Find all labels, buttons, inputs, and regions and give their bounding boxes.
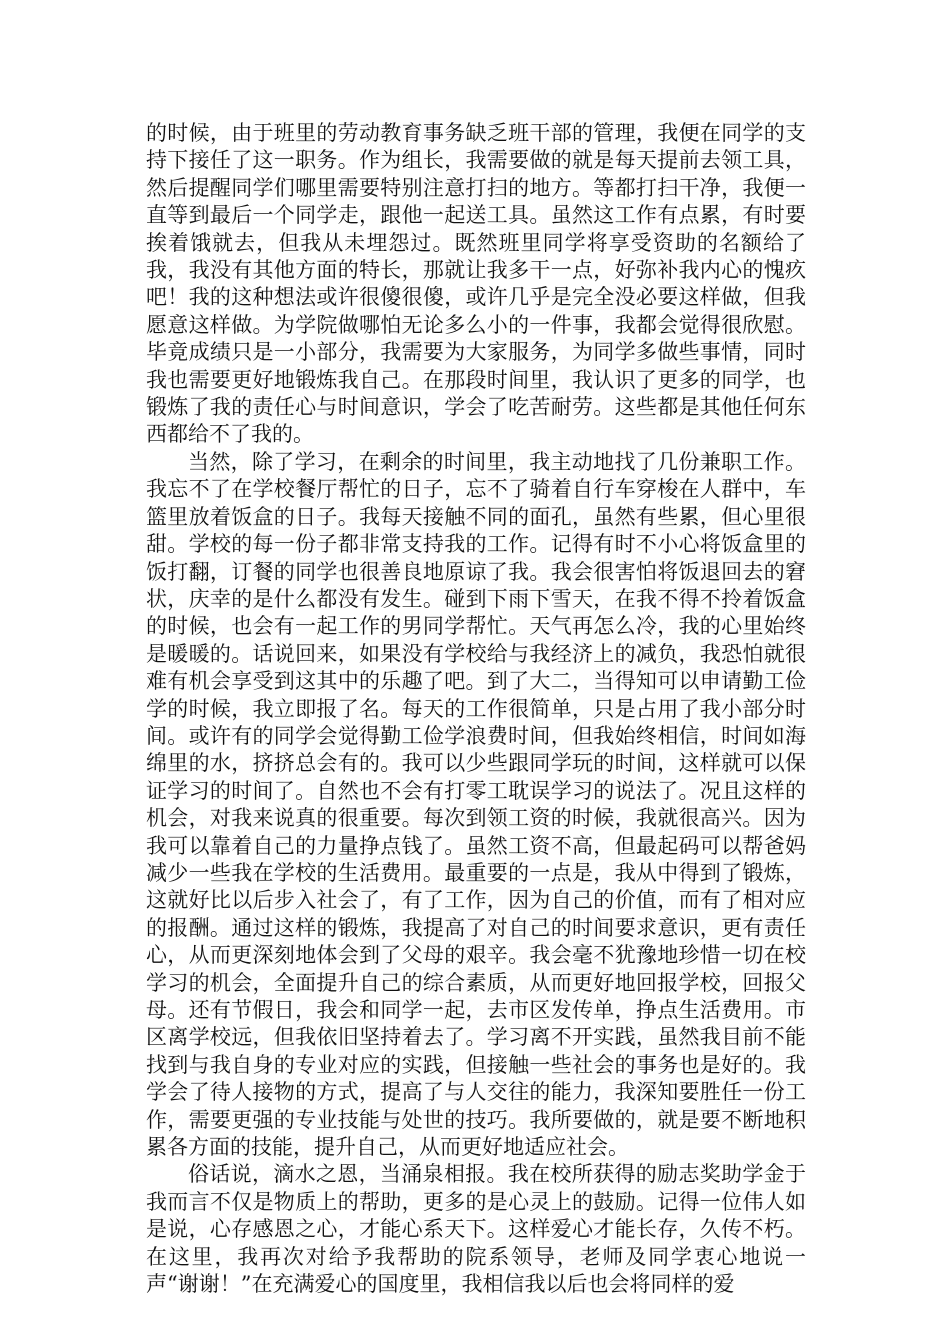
document-page [146, 120, 806, 1298]
paragraph-3: 俗话说，滴水之恩，当涌泉相报。我在校所获得的励志奖助学金于我而言不仅是物质上的帮助，更多的是心灵上的鼓励。记得一位伟人如是说，心存感恩之心，才能心系天下。这样爱心才能长存，久传不朽。在这里，我再次对给予我帮助的院系领导，老师及同学衷心地说一声“谢谢！”在充满爱心的国度里，我相信我以后也会将同样的爱 [146, 1162, 806, 1297]
paragraph-2: 当然，除了学习，在剩余的时间里，我主动地找了几份兼职工作。我忘不了在学校餐厅帮忙的日子，忘不了骑着自行车穿梭在人群中，车篮里放着饭盒的日子。我每天接触不同的面孔，虽然有些累，但心里很甜。学校的每一份子都非常支持我的工作。记得有时不小心将饭盒里的饭打翻，订餐的同学也很善良地原谅了我。我会很害怕将饭退回去的窘状，庆幸的是什么都没有发生。碰到下雨下雪天，在我不得不拎着饭盒的时候，也会有一起工作的男同学帮忙。天气再怎么冷，我的心里始终是暖暖的。话说回来，如果没有学校给与我经济上的减负，我恐怕就很难有机会享受到这其中的乐趣了吧。到了大二，当得知可以申请勤工俭学的时候，我立即报了名。每天的工作很简单，只是占用了我小部分时间。或许有的同学会觉得勤工俭学浪费时间，但我始终相信，时间如海绵里的水，挤挤总会有的。我可以少些跟同学玩的时间，这样就可以保证学习的时间了。自然也不会有打零工耽误学习的说法了。况且这样的机会，对我来说真的很重要。每次到领工资的时候，我就很高兴。因为我可以靠着自己的力量挣点钱了。虽然工资不高，但最起码可以帮爸妈减少一些我在学校的生活费用。最重要的一点是，我从中得到了锻炼，这就好比以后步入社会了，有了工作，因为自己的价值，而有了相对应的报酬。通过这样的锻炼，我提高了对自己的时间要求意识，更有责任心，从而更深刻地体会到了父母的艰辛。我会毫不犹豫地珍惜一切在校学习的机会，全面提升自己的综合素质，从而更好地回报学校，回报父母。还有节假日，我会和同学一起，去市区发传单，挣点生活费用。市区离学校远，但我依旧坚持着去了。学习离不开实践，虽然我目前不能找到与我自身的专业对应的实践，但接触一些社会的事务也是好的。我学会了待人接物的方式，提高了与人交往的能力，我深知要胜任一份工作，需要更强的专业技能与处世的技巧。我所要做的，就是要不断地积累各方面的技能，提升自己，从而更好地适应社会。 [146, 449, 806, 1160]
paragraph-1: 的时候，由于班里的劳动教育事务缺乏班干部的管理，我便在同学的支持下接任了这一职务。作为组长，我需要做的就是每天提前去领工具，然后提醒同学们哪里需要特别注意打扫的地方。等都打扫干净，我便一直等到最后一个同学走，跟他一起送工具。虽然这工作有点累，有时要挨着饿就去，但我从未埋怨过。既然班里同学将享受资助的名额给了我，我没有其他方面的特长，那就让我多干一点，好弥补我内心的愧疚吧！我的这种想法或许很傻很傻，或许几乎是完全没必要这样做，但我愿意这样做。为学院做哪怕无论多么小的一件事，我都会觉得很欣慰。毕竟成绩只是一小部分，我需要为大家服务，为同学多做些事情，同时我也需要更好地锻炼我自己。在那段时间里，我认识了更多的同学，也锻炼了我的责任心与时间意识，学会了吃苦耐劳。这些都是其他任何东西都给不了我的。 [146, 121, 806, 447]
